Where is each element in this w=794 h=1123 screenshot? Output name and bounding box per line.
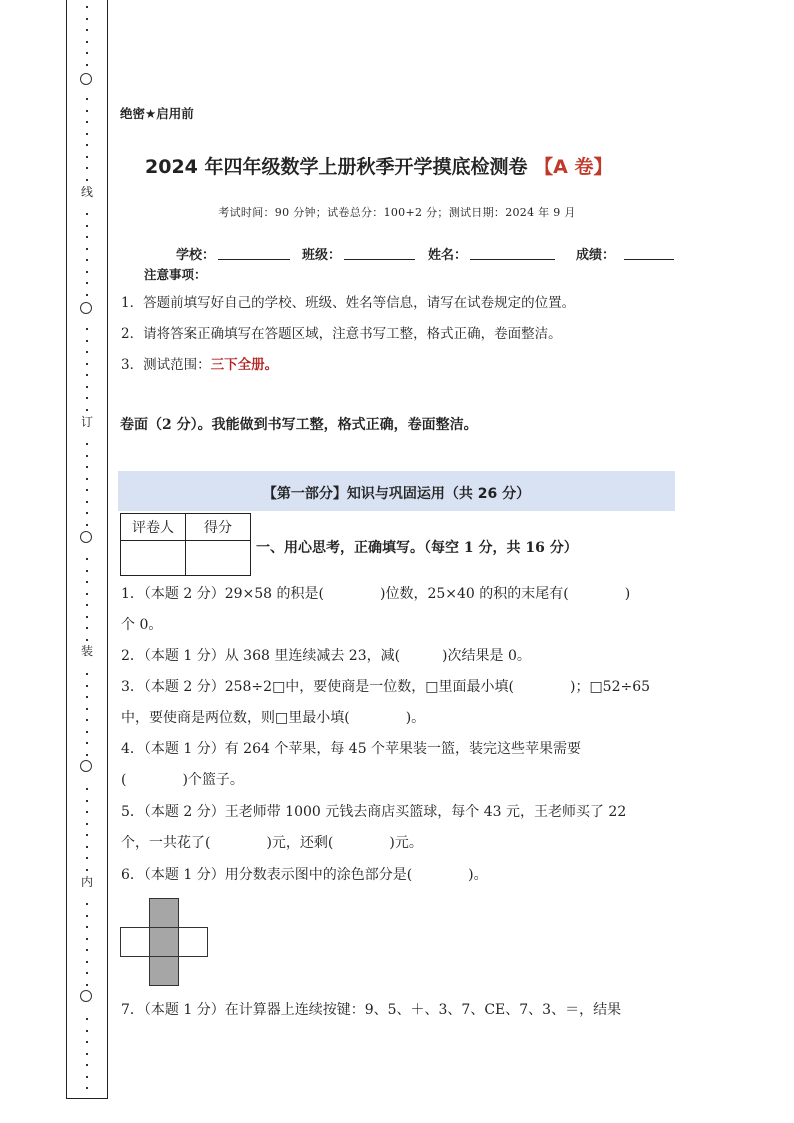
name-field[interactable] — [470, 259, 555, 260]
name-label: 姓名： — [428, 248, 468, 263]
binding-dot — [86, 512, 88, 514]
binding-dot — [86, 6, 88, 8]
note-scope-value: 三下全册。 — [210, 357, 279, 373]
binding-dot — [86, 857, 88, 859]
binding-dot — [86, 1064, 88, 1066]
binding-dot — [86, 156, 88, 158]
binding-margin — [66, 0, 108, 1099]
question-1-line-1: 1．（本题 2 分）29×58 的积是( )位数，25×40 的积的末尾有( ) — [121, 586, 631, 602]
binding-circle-icon — [80, 302, 92, 314]
binding-dot — [86, 685, 88, 687]
note-scope-label: 3．测试范围： — [121, 357, 211, 373]
figure-cell-shaded — [149, 956, 179, 986]
binding-dot — [86, 673, 88, 675]
binding-dot — [86, 386, 88, 388]
binding-dot — [86, 846, 88, 848]
notes-title: 注意事项： — [144, 267, 207, 282]
binding-dot — [86, 823, 88, 825]
binding-dot — [86, 259, 88, 261]
binding-dot — [86, 64, 88, 66]
exam-meta: 考试时间：90 分钟；试卷总分：100+2 分；测试日期：2024 年 9 月 — [218, 206, 576, 219]
binding-dot — [86, 938, 88, 940]
binding-dot — [86, 121, 88, 123]
binding-circle-icon — [80, 990, 92, 1002]
binding-dot — [86, 466, 88, 468]
binding-dot — [86, 915, 88, 917]
binding-dot — [86, 144, 88, 146]
question-2: 2．（本题 1 分）从 368 里连续减去 23，减( )次结果是 0。 — [121, 648, 531, 664]
binding-dot — [86, 167, 88, 169]
binding-dot — [86, 455, 88, 457]
binding-dot — [86, 903, 88, 905]
binding-dot — [86, 731, 88, 733]
grader-score-table — [120, 513, 251, 576]
binding-dot — [86, 351, 88, 353]
binding-dot — [86, 558, 88, 560]
binding-circle-icon — [80, 760, 92, 772]
binding-dot — [86, 972, 88, 974]
neatness-statement: 卷面（2 分）。我能做到书写工整，格式正确，卷面整洁。 — [120, 417, 478, 433]
binding-dot — [86, 363, 88, 365]
binding-dot — [86, 834, 88, 836]
question-5-line-2: 个，一共花了( )元，还剩( )元。 — [121, 835, 423, 851]
binding-dot — [86, 110, 88, 112]
binding-dot — [86, 524, 88, 526]
binding-dot — [86, 248, 88, 250]
binding-dot — [86, 1018, 88, 1020]
binding-dot — [86, 949, 88, 951]
binding-dot — [86, 1030, 88, 1032]
question-5-line-1: 5．（本题 2 分）王老师带 1000 元钱去商店买篮球，每个 43 元，王老师买了 22 — [121, 804, 627, 820]
binding-circle-icon — [80, 73, 92, 85]
binding-dot — [86, 708, 88, 710]
binding-dot — [86, 811, 88, 813]
grader-cell[interactable] — [121, 541, 186, 576]
binding-dot — [86, 328, 88, 330]
binding-label-line: 线 — [80, 185, 93, 199]
section-header — [118, 471, 675, 511]
figure-cell-shaded — [149, 927, 179, 957]
binding-label-install: 装 — [80, 644, 93, 658]
binding-dot — [86, 236, 88, 238]
binding-dot — [86, 696, 88, 698]
binding-dot — [86, 98, 88, 100]
figure-cell — [178, 927, 208, 957]
part-one-heading: 一、用心思考，正确填写。（每空 1 分，共 16 分） — [256, 540, 578, 556]
binding-dot — [86, 616, 88, 618]
binding-label-order: 订 — [80, 415, 93, 429]
question-4-line-1: 4．（本题 1 分）有 264 个苹果，每 45 个苹果装一篮，装完这些苹果需要 — [121, 741, 582, 757]
question-3-line-2: 中，要使商是两位数，则□里最小填( )。 — [121, 710, 426, 726]
binding-dot — [86, 754, 88, 756]
class-label: 班级： — [302, 248, 342, 263]
binding-dot — [86, 489, 88, 491]
score-label: 成绩： — [576, 248, 616, 263]
binding-dot — [86, 409, 88, 411]
binding-dot — [86, 501, 88, 503]
section-title: 【第一部分】知识与巩固运用（共 26 分） — [262, 486, 531, 502]
title-tag: 【A 卷】 — [534, 156, 613, 178]
binding-circle-icon — [80, 531, 92, 543]
binding-dot — [86, 18, 88, 20]
binding-dot — [86, 443, 88, 445]
binding-dot — [86, 1076, 88, 1078]
title-main: 2024 年四年级数学上册秋季开学摸底检测卷 — [145, 156, 528, 178]
note-item: 2．请将答案正确填写在答题区域，注意书写工整，格式正确，卷面整洁。 — [121, 326, 562, 342]
score-cell[interactable] — [186, 541, 251, 576]
binding-dot — [86, 374, 88, 376]
binding-dot — [86, 179, 88, 181]
binding-dot — [86, 627, 88, 629]
question-6: 6．（本题 1 分）用分数表示图中的涂色部分是( )。 — [121, 867, 488, 883]
note-item — [121, 353, 278, 373]
note-item: 1．答题前填写好自己的学校、班级、姓名等信息，请写在试卷规定的位置。 — [121, 295, 576, 311]
page-title — [145, 152, 612, 179]
binding-dot — [86, 282, 88, 284]
binding-dot — [86, 41, 88, 43]
binding-dot — [86, 225, 88, 227]
binding-dot — [86, 961, 88, 963]
school-label: 学校： — [176, 248, 216, 263]
binding-dot — [86, 581, 88, 583]
binding-dot — [86, 478, 88, 480]
binding-dot — [86, 719, 88, 721]
question-1-line-2: 个 0。 — [121, 617, 163, 633]
binding-label-inner: 内 — [80, 875, 93, 889]
score-header: 得分 — [186, 514, 251, 541]
binding-dot — [86, 340, 88, 342]
binding-dot — [86, 604, 88, 606]
binding-dot — [86, 639, 88, 641]
binding-dot — [86, 570, 88, 572]
binding-dot — [86, 52, 88, 54]
binding-dot — [86, 593, 88, 595]
binding-dot — [86, 800, 88, 802]
figure-cell-shaded — [149, 898, 179, 928]
binding-dot — [86, 397, 88, 399]
binding-dot — [86, 1087, 88, 1089]
question-3-line-1: 3．（本题 2 分）258÷2□中，要使商是一位数，□里面最小填( )；□52÷65 — [121, 679, 651, 695]
binding-dot — [86, 926, 88, 928]
figure-cell — [120, 927, 150, 957]
confidential-label: 绝密★启用前 — [120, 106, 194, 121]
binding-dot — [86, 869, 88, 871]
binding-dot — [86, 1053, 88, 1055]
binding-dot — [86, 294, 88, 296]
score-field[interactable] — [624, 259, 674, 260]
binding-dot — [86, 29, 88, 31]
grader-header: 评卷人 — [121, 514, 186, 541]
binding-dot — [86, 742, 88, 744]
binding-dot — [86, 133, 88, 135]
binding-dot — [86, 984, 88, 986]
binding-dot — [86, 1041, 88, 1043]
school-field[interactable] — [218, 259, 290, 260]
question-4-line-2: ( )个篮子。 — [121, 772, 244, 788]
question-7: 7．（本题 1 分）在计算器上连续按键：9、5、＋、3、7、CE、7、3、＝，结果 — [121, 1002, 622, 1018]
binding-dot — [86, 788, 88, 790]
binding-dot — [86, 271, 88, 273]
class-field[interactable] — [344, 259, 415, 260]
